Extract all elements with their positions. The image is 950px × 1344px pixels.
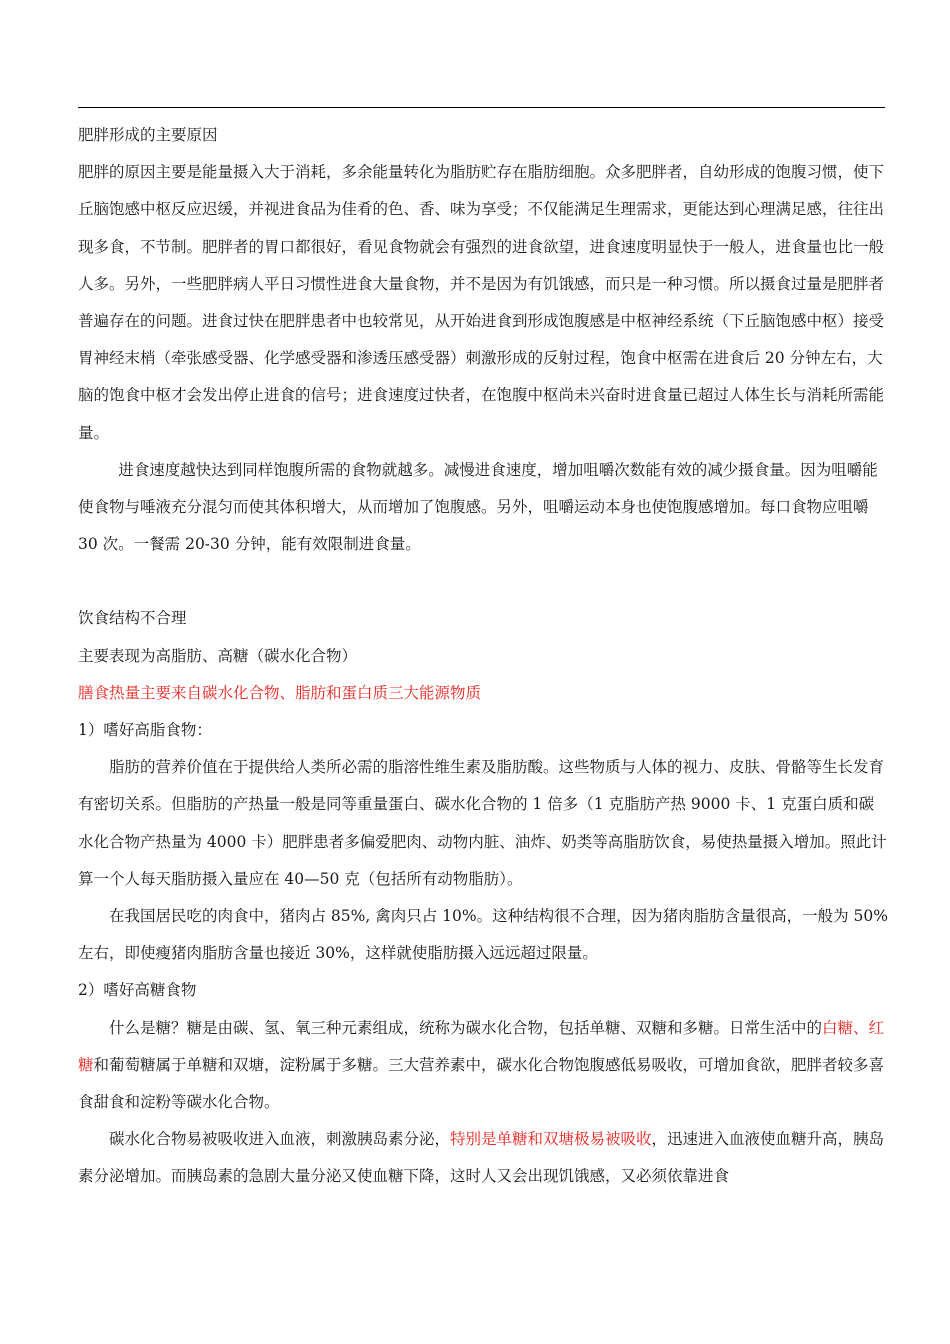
text-run: ，迅速进入血液使血糖升高，胰岛素分泌增加。而胰岛素的急剧大量分泌又使血糖下降，这时人又会出现饥饿感，又必须依靠进食 [78, 1130, 885, 1186]
highlight-line: 膳食热量主要来自碳水化合物、脂肪和蛋白质三大能源物质 [78, 683, 482, 702]
highlight-text: 白糖、红糖 [78, 1018, 885, 1074]
text-run: 和葡萄糖属于单糖和双塘，淀粉属于多糖。三大营养素中，碳水化合物饱腹感低易吸收，可增加食欲，肥胖者较多喜食甜食和淀粉等碳水化合物。 [78, 1055, 885, 1112]
section-heading: 饮食结构不合理 [78, 609, 187, 628]
highlight-text: 特别是单糖和双塘极易被吸收 [450, 1130, 652, 1149]
text-run: 碳水化合物易被吸收进入血液，刺激胰岛素分泌， [109, 1130, 451, 1149]
section-heading: 肥胖形成的主要原因 [78, 126, 218, 144]
blank-line [78, 563, 888, 600]
paragraph: 进食速度越快达到同样饱腹所需的食物就越多。减慢进食速度，增加咀嚼次数能有效的减少摄食量。因为咀嚼能使食物与唾液充分混匀而使其体积增大，从而增加了饱腹感。另外，咀嚼运动本身也使饱腹感增加。每口食物应咀嚼 30 次。一餐需 20-30 分钟，能有效限制进食量。 [78, 460, 878, 554]
paragraph: 肥胖的原因主要是能量摄入大于消耗，多余能量转化为脂肪贮存在脂肪细胞。众多肥胖者，自幼形成的饱腹习惯，使下丘脑饱感中枢反应迟缓，并视进食品为佳肴的色、香、味为享受；不仅能满足生理需求，更能达到心理满足感，往往出现多食，不节制。肥胖者的胃口都很好，看见食物就会有强烈的进食欲望，进食速度明显快于一般人，进食量也比一般人多。另外，一些肥胖病人平日习惯性进食大量食物，并不是因为有饥饿感，而只是一种习惯。所以摄食过量是肥胖者普遍存在的问题。进食过快在肥胖患者中也较常见，从开始进食到形成饱腹感是中枢神经系统（下丘脑饱感中枢）接受胃神经末梢（牵张感受器、化学感受器和渗透压感受器）刺激形成的反射过程，饱食中枢需在进食后 20 分钟左右，大脑的饱食中枢才会发出停止进食的信号；进食速度过快者，在饱腹中枢尚未兴奋时进食量已超过人体生长与消耗所需能量。 [78, 163, 885, 442]
paragraph: 在我国居民吃的肉食中，猪肉占 85%, 禽肉只占 10%。这种结构很不合理，因为猪肉脂肪含量很高，一般为 50%左右，即使瘦猪肉脂肪含量也接近 30%，这样就使脂肪摄入远远超过限量。 [78, 907, 888, 963]
subheading: 2）嗜好高糖食物 [78, 981, 197, 1000]
paragraph [78, 1121, 888, 1195]
text-run: 什么是糖？糖是由碳、氢、氧三种元素组成，统称为碳水化合物，包括单糖、双糖和多糖。日常生活中的 [109, 1018, 823, 1037]
document-body [78, 117, 888, 1196]
summary-line: 主要表现为高脂肪、高糖（碳水化合物） [78, 646, 358, 665]
paragraph: 脂肪的营养价值在于提供给人类所必需的脂溶性维生素及脂肪酸。这些物质与人体的视力、皮肤、骨骼等生长发育有密切关系。但脂肪的产热量一般是同等重量蛋白、碳水化合物的 1 倍多（1 克脂肪产热 9000 卡、1 克蛋白质和碳水化合物产热量为 4000 卡）肥胖患者多偏爱肥肉、动物内脏、油炸、奶类等高脂肪饮食，易使热量摄入增加。照此计算一个人每天脂肪摄入量应在 40—50 克（包括所有动物脂肪）。 [78, 758, 887, 888]
header-rule [78, 107, 885, 108]
paragraph [78, 1010, 888, 1122]
subheading: 1）嗜好高脂食物： [78, 721, 212, 740]
